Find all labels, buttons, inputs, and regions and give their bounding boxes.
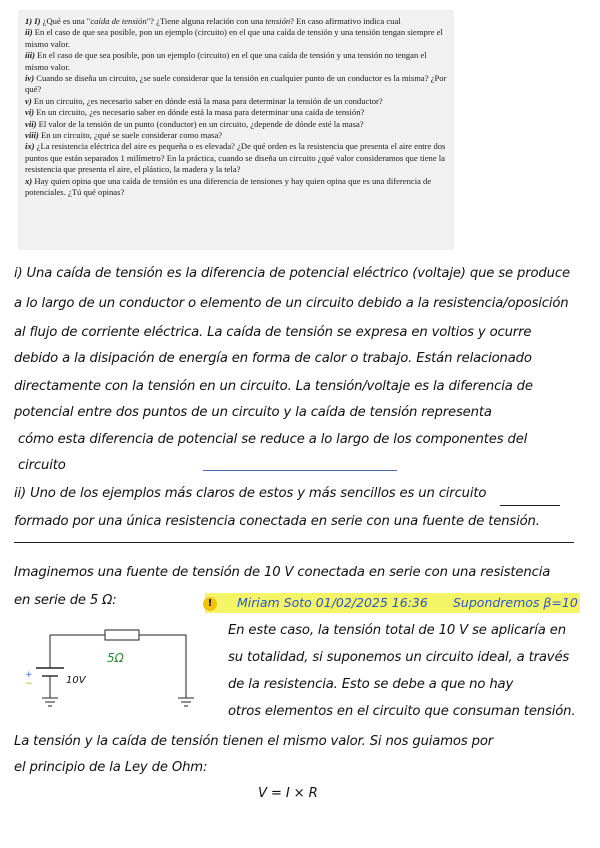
explanation-line-1: En este caso, la tensión total de 10 V se aplicaría en bbox=[228, 623, 566, 638]
underline-circuito bbox=[500, 505, 560, 506]
answer-line-2: a lo largo de un conductor o elemento de un circuito debido a la resistencia/oposición bbox=[14, 296, 569, 311]
answer-line-12: en serie de 5 Ω: bbox=[14, 593, 117, 608]
comment-highlight[interactable] bbox=[205, 593, 580, 613]
resistor bbox=[105, 630, 139, 640]
question-9: ix) ¿La resistencia eléctrica del aire es pequeña o es elevada? ¿De qué orden es la resistencia que presenta el aire entre dos puntos que están separados 1 milímetro? En la práctica, cuando se diseña un circuito ¿qué valor consideramos que tiene la resistencia que presenta el aire, el plástico, la madera y la tela? bbox=[25, 141, 446, 175]
comment-text: Supondremos β=10 bbox=[453, 595, 578, 610]
ohm-formula: V = I × R bbox=[258, 786, 318, 801]
question-3: iii) En el caso de que sea posible, pon un ejemplo (circuito) en el que una caída de tensión y una tensión no tengan el mismo valor. bbox=[25, 50, 427, 72]
question-1: 1) I) ¿Qué es una "caída de tensión"? ¿Tiene alguna relación con una tensión? En caso afirmativo indica cual bbox=[25, 16, 401, 26]
source-label: 10V bbox=[66, 675, 86, 686]
question-7: vii) El valor de la tensión de un punto (conductor) en un circuito, ¿depende de dónde esté la masa? bbox=[25, 118, 364, 129]
question-5: v) En un circuito, ¿es necesario saber en dónde está la masa para determinar la tensión de un conductor? bbox=[25, 95, 383, 106]
wire-top-right bbox=[139, 635, 186, 698]
question-list bbox=[25, 16, 450, 199]
explanation-line-3: de la resistencia. Esto se debe a que no hay bbox=[228, 677, 514, 692]
circuit-diagram bbox=[20, 620, 200, 720]
answer-line-4: debido a la disipación de energía en forma de calor o trabajo. Están relacionado bbox=[14, 351, 532, 366]
question-4: iv) Cuando se diseña un circuito, ¿se suele considerar que la tensión en cualquier punto de un conductor es la misma? ¿Por qué? bbox=[25, 73, 447, 95]
answer-line-1: i) Una caída de tensión es la diferencia de potencial eléctrico (voltaje) que se produce bbox=[14, 266, 570, 281]
answer-line-11: Imaginemos una fuente de tensión de 10 V conectada en serie con una resistencia bbox=[14, 565, 551, 580]
blue-rule bbox=[203, 470, 397, 471]
ground-left bbox=[42, 698, 58, 706]
answer-line-9: ii) Uno de los ejemplos más claros de estos y más sencillos es un circuito bbox=[14, 486, 487, 501]
resistor-label: 5Ω bbox=[107, 651, 124, 665]
question-6: vi) En un circuito, ¿es necesario saber en dónde está la masa para determinar una caída de tensión? bbox=[25, 107, 365, 118]
answer-line-5: directamente con la tensión en un circuito. La tensión/voltaje es la diferencia de bbox=[14, 379, 533, 394]
answer-line-10: formado por una única resistencia conectada en serie con una fuente de tensión. bbox=[14, 514, 540, 529]
explanation-line-2: su totalidad, si suponemos un circuito ideal, a través bbox=[228, 650, 570, 665]
minus-sign: − bbox=[25, 679, 33, 689]
explanation-line-4: otros elementos en el circuito que consuman tensión. bbox=[228, 704, 576, 719]
warning-icon[interactable]: ! bbox=[203, 597, 217, 611]
plus-sign: + bbox=[25, 670, 33, 680]
ground-right bbox=[178, 698, 194, 706]
answer-line-7: cómo esta diferencia de potencial se reduce a lo largo de los componentes del bbox=[18, 432, 528, 447]
comment-author: Miriam Soto 01/02/2025 16:36 bbox=[237, 595, 428, 610]
question-2: ii) En el caso de que sea posible, pon un ejemplo (circuito) en el que una caída de tensión y una tensión tengan siempre el mismo valor. bbox=[25, 27, 443, 49]
question-10: x) Hay quien opina que una caída de tensión es una diferencia de tensiones y hay quien opina que es una diferencia de potenciales. ¿Tú qué opinas? bbox=[25, 175, 432, 198]
underline-formado bbox=[14, 542, 574, 543]
answer-line-3: al flujo de corriente eléctrica. La caída de tensión se expresa en voltios y ocurre bbox=[14, 325, 532, 340]
answer-line-6: potencial entre dos puntos de un circuito y la caída de tensión representa bbox=[14, 405, 492, 420]
answer-line-13: La tensión y la caída de tensión tienen el mismo valor. Si nos guiamos por bbox=[14, 734, 494, 749]
question-8: viii) En un circuito, ¿qué se suele considerar como masa? bbox=[25, 130, 223, 141]
answer-line-8: circuito bbox=[18, 458, 66, 473]
answer-line-14: el principio de la Ley de Ohm: bbox=[14, 760, 208, 775]
